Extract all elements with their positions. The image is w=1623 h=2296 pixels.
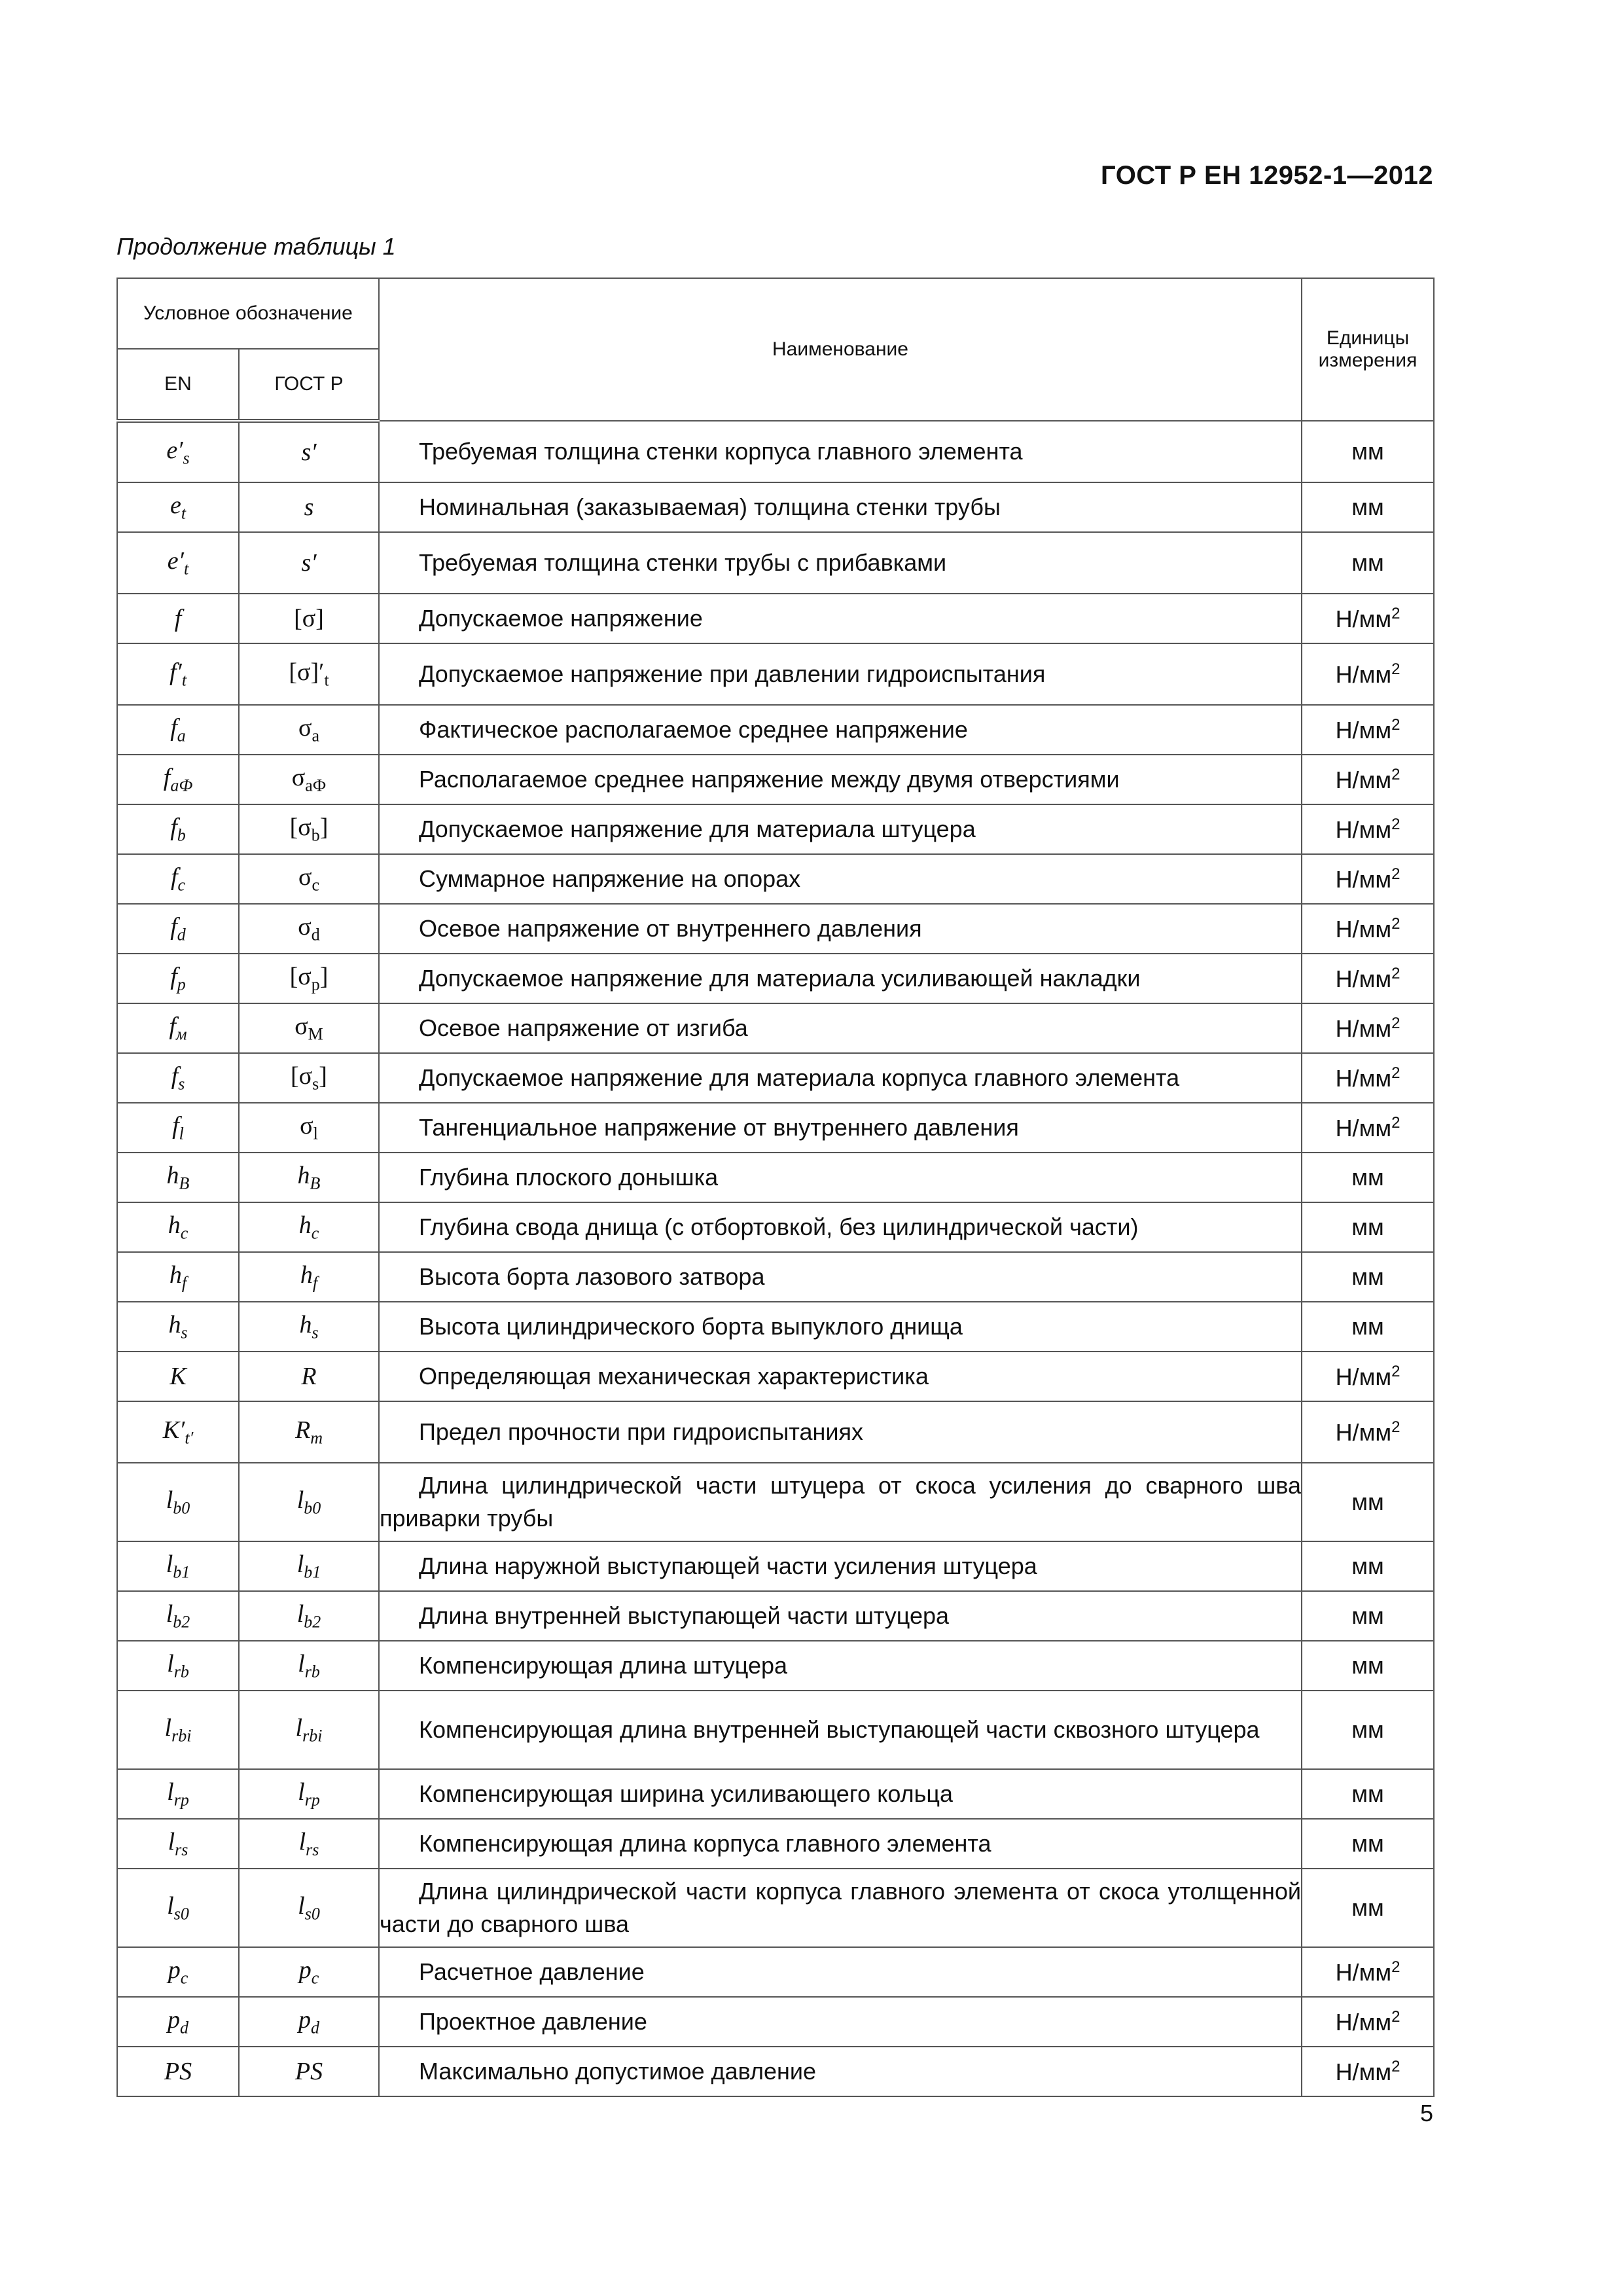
unit: мм <box>1302 421 1434 482</box>
symbols-table <box>116 278 1435 2097</box>
quantity-name: Длина наружной выступающей части усиления штуцера <box>379 1541 1302 1591</box>
table-row <box>117 594 1434 643</box>
table-row <box>117 1202 1434 1252</box>
quantity-name: Высота борта лазового затвора <box>379 1252 1302 1302</box>
unit: мм <box>1302 532 1434 594</box>
symbol-en: $p_c$ <box>117 1947 239 1997</box>
symbol-en: $f_b$ <box>117 804 239 854</box>
symbol-gost: $h_s$ <box>239 1302 379 1352</box>
table-row <box>117 1252 1434 1302</box>
symbol-en: K <box>117 1352 239 1401</box>
table-row <box>117 1053 1434 1103</box>
symbol-gost: $\sigma_M$ <box>239 1003 379 1053</box>
unit: мм <box>1302 1769 1434 1819</box>
symbol-en: $l_{rb}$ <box>117 1641 239 1691</box>
quantity-name: Располагаемое среднее напряжение между двумя отверстиями <box>379 755 1302 804</box>
symbol-en: $h_s$ <box>117 1302 239 1352</box>
quantity-name: Допускаемое напряжение при давлении гидроиспытания <box>379 643 1302 705</box>
table-row <box>117 1352 1434 1401</box>
unit: $Н/мм^2$ <box>1302 1947 1434 1997</box>
document-code: ГОСТ Р ЕН 12952-1—2012 <box>1101 161 1433 190</box>
header-gost: ГОСТ Р <box>239 349 379 421</box>
table-row <box>117 1541 1434 1591</box>
table-row <box>117 954 1434 1003</box>
table-row <box>117 804 1434 854</box>
quantity-name: Осевое напряжение от внутреннего давления <box>379 904 1302 954</box>
symbol-gost: $l_{rb}$ <box>239 1641 379 1691</box>
symbol-gost: $l_{rs}$ <box>239 1819 379 1869</box>
symbol-gost: $[\sigma_s]$ <box>239 1053 379 1103</box>
symbol-gost: $l_{b2}$ <box>239 1591 379 1641</box>
unit: $Н/мм^2$ <box>1302 1401 1434 1463</box>
symbol-en: $f_{aФ}$ <box>117 755 239 804</box>
unit: $Н/мм^2$ <box>1302 1997 1434 2047</box>
unit: мм <box>1302 1463 1434 1541</box>
quantity-name: Требуемая толщина стенки трубы с прибавками <box>379 532 1302 594</box>
table-row <box>117 755 1434 804</box>
unit: $Н/мм^2$ <box>1302 1003 1434 1053</box>
table-row <box>117 1463 1434 1541</box>
unit: $Н/мм^2$ <box>1302 1053 1434 1103</box>
symbol-gost: $\sigma_d$ <box>239 904 379 954</box>
unit: $Н/мм^2$ <box>1302 643 1434 705</box>
unit: мм <box>1302 1691 1434 1769</box>
symbol-en: $l_{rbi}$ <box>117 1691 239 1769</box>
table-row <box>117 1869 1434 1947</box>
header-en: EN <box>117 349 239 421</box>
unit: мм <box>1302 1541 1434 1591</box>
symbol-gost: R <box>239 1352 379 1401</box>
quantity-name: Фактическое располагаемое среднее напряжение <box>379 705 1302 755</box>
symbol-gost: PS <box>239 2047 379 2096</box>
table-row <box>117 1947 1434 1997</box>
table-row <box>117 421 1434 482</box>
symbol-gost: $[\sigma_b]$ <box>239 804 379 854</box>
unit: $Н/мм^2$ <box>1302 1352 1434 1401</box>
quantity-name: Требуемая толщина стенки корпуса главного элемента <box>379 421 1302 482</box>
quantity-name: Длина цилиндрической части штуцера от скоса усиления до сварного шва приварки трубы <box>379 1463 1302 1541</box>
table-row <box>117 1769 1434 1819</box>
quantity-name: Номинальная (заказываемая) толщина стенки трубы <box>379 482 1302 532</box>
unit: $Н/мм^2$ <box>1302 854 1434 904</box>
table-row <box>117 904 1434 954</box>
table-row <box>117 1103 1434 1153</box>
header-unit: Единицы измерения <box>1302 278 1434 421</box>
table-row <box>117 1997 1434 2047</box>
symbol-en: $l_{rp}$ <box>117 1769 239 1819</box>
symbol-gost: $\sigma_l$ <box>239 1103 379 1153</box>
quantity-name: Высота цилиндрического борта выпуклого днища <box>379 1302 1302 1352</box>
quantity-name: Допускаемое напряжение <box>379 594 1302 643</box>
table-row <box>117 1003 1434 1053</box>
table-row <box>117 1401 1434 1463</box>
quantity-name: Длина цилиндрической части корпуса главного элемента от скоса утолщенной части до сварного шва <box>379 1869 1302 1947</box>
table-row <box>117 643 1434 705</box>
table-row <box>117 1691 1434 1769</box>
symbol-en: $f_d$ <box>117 904 239 954</box>
symbol-en: $K'_{t'}$ <box>117 1401 239 1463</box>
table-row <box>117 1641 1434 1691</box>
symbol-gost: $l_{rbi}$ <box>239 1691 379 1769</box>
quantity-name: Допускаемое напряжение для материала штуцера <box>379 804 1302 854</box>
unit: мм <box>1302 1252 1434 1302</box>
table-row <box>117 1153 1434 1202</box>
unit: мм <box>1302 1641 1434 1691</box>
symbol-gost: s′ <box>239 532 379 594</box>
symbol-gost: $l_{rp}$ <box>239 1769 379 1819</box>
table-row <box>117 532 1434 594</box>
unit: $Н/мм^2$ <box>1302 1103 1434 1153</box>
symbol-gost: s <box>239 482 379 532</box>
unit: мм <box>1302 1869 1434 1947</box>
symbol-en: f <box>117 594 239 643</box>
symbol-en: $h_c$ <box>117 1202 239 1252</box>
unit: мм <box>1302 1202 1434 1252</box>
quantity-name: Компенсирующая длина корпуса главного элемента <box>379 1819 1302 1869</box>
symbol-gost: $p_c$ <box>239 1947 379 1997</box>
symbol-en: $l_{rs}$ <box>117 1819 239 1869</box>
symbol-en: $h_f$ <box>117 1252 239 1302</box>
symbol-gost: $\sigma_c$ <box>239 854 379 904</box>
unit: мм <box>1302 482 1434 532</box>
quantity-name: Допускаемое напряжение для материала корпуса главного элемента <box>379 1053 1302 1103</box>
quantity-name: Глубина свода днища (с отбортовкой, без цилиндрической части) <box>379 1202 1302 1252</box>
symbol-gost: $l_{s0}$ <box>239 1869 379 1947</box>
quantity-name: Осевое напряжение от изгиба <box>379 1003 1302 1053</box>
symbol-gost: [σ] <box>239 594 379 643</box>
symbol-en: $f_м$ <box>117 1003 239 1053</box>
unit: $Н/мм^2$ <box>1302 755 1434 804</box>
symbol-en: $l_{b1}$ <box>117 1541 239 1591</box>
quantity-name: Компенсирующая длина внутренней выступающей части сквозного штуцера <box>379 1691 1302 1769</box>
symbol-gost: $l_{b0}$ <box>239 1463 379 1541</box>
quantity-name: Длина внутренней выступающей части штуцера <box>379 1591 1302 1641</box>
table-row <box>117 1819 1434 1869</box>
unit: $Н/мм^2$ <box>1302 954 1434 1003</box>
quantity-name: Расчетное давление <box>379 1947 1302 1997</box>
quantity-name: Определяющая механическая характеристика <box>379 1352 1302 1401</box>
unit: $Н/мм^2$ <box>1302 705 1434 755</box>
symbol-gost: $[\sigma_p]$ <box>239 954 379 1003</box>
quantity-name: Тангенциальное напряжение от внутреннего давления <box>379 1103 1302 1153</box>
symbol-en: $f_a$ <box>117 705 239 755</box>
unit: мм <box>1302 1302 1434 1352</box>
quantity-name: Допускаемое напряжение для материала усиливающей накладки <box>379 954 1302 1003</box>
unit: $Н/мм^2$ <box>1302 804 1434 854</box>
symbol-gost: $R_m$ <box>239 1401 379 1463</box>
header-name: Наименование <box>379 278 1302 421</box>
symbol-gost: $p_d$ <box>239 1997 379 2047</box>
table-row <box>117 705 1434 755</box>
symbol-en: $e'_t$ <box>117 532 239 594</box>
table-row <box>117 2047 1434 2096</box>
quantity-name: Проектное давление <box>379 1997 1302 2047</box>
symbol-en: $p_d$ <box>117 1997 239 2047</box>
quantity-name: Глубина плоского донышка <box>379 1153 1302 1202</box>
table-row <box>117 482 1434 532</box>
unit: мм <box>1302 1591 1434 1641</box>
symbol-en: $l_{s0}$ <box>117 1869 239 1947</box>
table-row <box>117 1591 1434 1641</box>
symbol-en: $h_B$ <box>117 1153 239 1202</box>
symbol-en: $f'_t$ <box>117 643 239 705</box>
unit: $Н/мм^2$ <box>1302 904 1434 954</box>
table-row <box>117 1302 1434 1352</box>
symbol-gost: $\sigma_{aФ}$ <box>239 755 379 804</box>
table-caption: Продолжение таблицы 1 <box>116 233 396 260</box>
symbol-gost: $h_B$ <box>239 1153 379 1202</box>
symbol-gost: $l_{b1}$ <box>239 1541 379 1591</box>
symbol-en: $f_c$ <box>117 854 239 904</box>
symbol-en: $e_t$ <box>117 482 239 532</box>
symbol-gost: $h_c$ <box>239 1202 379 1252</box>
symbol-en: $e'_s$ <box>117 421 239 482</box>
unit: мм <box>1302 1819 1434 1869</box>
page-number: 5 <box>1419 2100 1433 2126</box>
quantity-name: Предел прочности при гидроиспытаниях <box>379 1401 1302 1463</box>
symbol-gost: $\sigma_a$ <box>239 705 379 755</box>
symbol-en: $f_l$ <box>117 1103 239 1153</box>
symbol-en: $l_{b2}$ <box>117 1591 239 1641</box>
symbol-gost: s′ <box>239 421 379 482</box>
quantity-name: Компенсирующая длина штуцера <box>379 1641 1302 1691</box>
unit: $Н/мм^2$ <box>1302 594 1434 643</box>
symbol-en: PS <box>117 2047 239 2096</box>
symbol-en: $f_p$ <box>117 954 239 1003</box>
symbol-gost: $h_f$ <box>239 1252 379 1302</box>
unit: $Н/мм^2$ <box>1302 2047 1434 2096</box>
header-symbol-group: Условное обозначение <box>117 278 379 349</box>
symbol-gost: $[\sigma]'_t$ <box>239 643 379 705</box>
quantity-name: Максимально допустимое давление <box>379 2047 1302 2096</box>
quantity-name: Компенсирующая ширина усиливающего кольца <box>379 1769 1302 1819</box>
table-row <box>117 854 1434 904</box>
quantity-name: Суммарное напряжение на опорах <box>379 854 1302 904</box>
unit: мм <box>1302 1153 1434 1202</box>
symbol-en: $f_s$ <box>117 1053 239 1103</box>
symbol-en: $l_{b0}$ <box>117 1463 239 1541</box>
